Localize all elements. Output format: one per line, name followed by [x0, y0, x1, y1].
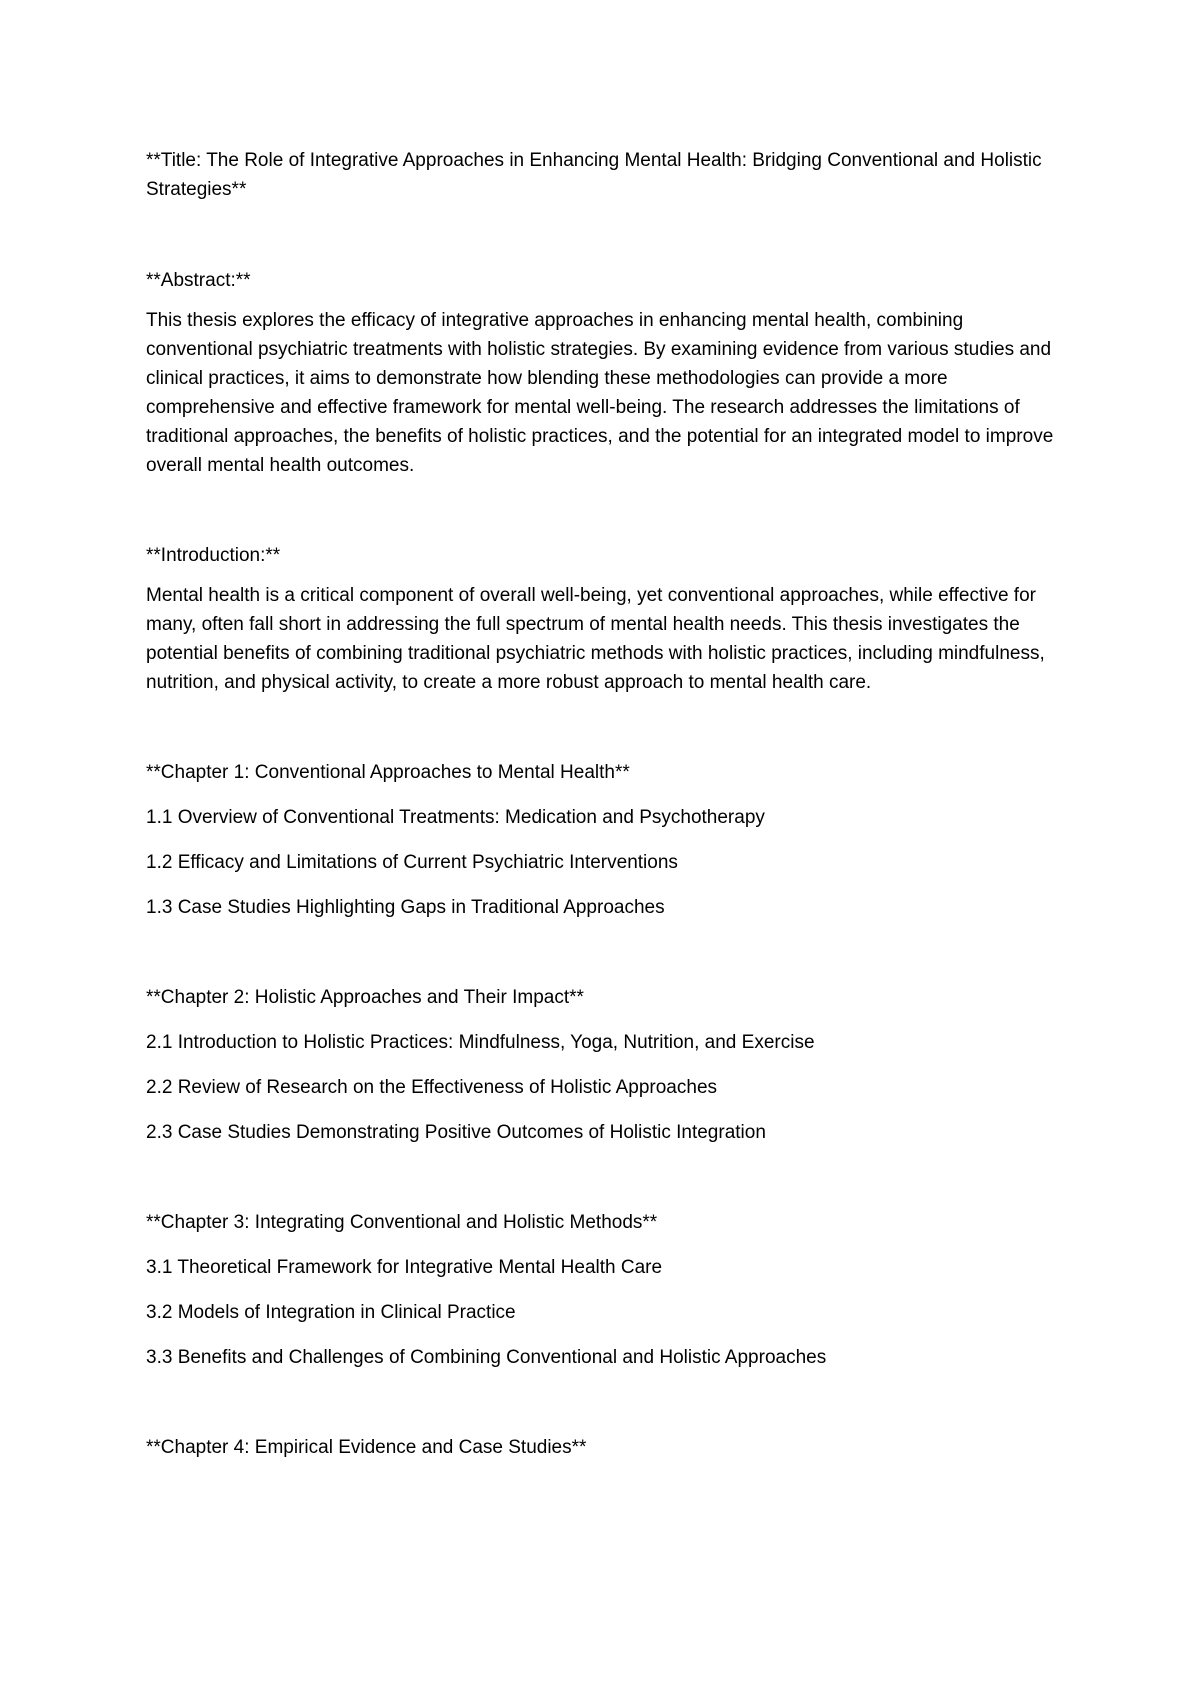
chapter-3: [146, 1208, 1071, 1372]
abstract-heading: **Abstract:**: [146, 270, 251, 291]
section-item: 3.2 Models of Integration in Clinical Practice: [146, 1302, 516, 1323]
document-content: [146, 146, 1071, 1523]
section-item: 3.1 Theoretical Framework for Integrative Mental Health Care: [146, 1257, 663, 1278]
chapter-2: [146, 983, 1071, 1147]
section-item: 2.1 Introduction to Holistic Practices: Mindfulness, Yoga, Nutrition, and Exercise: [146, 1032, 815, 1053]
section-item: 1.2 Efficacy and Limitations of Current Psychiatric Interventions: [146, 852, 678, 873]
section-item: 3.3 Benefits and Challenges of Combining Conventional and Holistic Approaches: [146, 1347, 827, 1368]
introduction-heading: **Introduction:**: [146, 545, 281, 566]
chapter-heading: **Chapter 3: Integrating Conventional and Holistic Methods**: [146, 1212, 658, 1233]
chapter-4: [146, 1433, 1071, 1462]
chapter-1: [146, 758, 1071, 922]
section-item: 2.2 Review of Research on the Effectiveness of Holistic Approaches: [146, 1077, 718, 1098]
section-item: 2.3 Case Studies Demonstrating Positive Outcomes of Holistic Integration: [146, 1122, 766, 1143]
abstract-body: This thesis explores the efficacy of integrative approaches in enhancing mental health, combining conventional psychiatric treatments with holistic strategies. By examining evidence from various studies and clinical practices, it aims to demonstrate how blending these methodologies can provide a more comprehensive and effective framework for mental well-being. The research addresses the limitations of traditional approaches, the benefits of holistic practices, and the potential for an integrated model to improve overall mental health outcomes.: [146, 310, 1054, 476]
chapter-heading: **Chapter 2: Holistic Approaches and Their Impact**: [146, 987, 584, 1008]
section-item: 1.1 Overview of Conventional Treatments: Medication and Psychotherapy: [146, 807, 765, 828]
chapter-heading: **Chapter 4: Empirical Evidence and Case Studies**: [146, 1437, 587, 1458]
document-title: **Title: The Role of Integrative Approaches in Enhancing Mental Health: Bridging Conventional and Holistic Strategies**: [146, 150, 1042, 200]
chapter-heading: **Chapter 1: Conventional Approaches to Mental Health**: [146, 762, 630, 783]
section-item: 1.3 Case Studies Highlighting Gaps in Traditional Approaches: [146, 897, 665, 918]
introduction-body: Mental health is a critical component of overall well-being, yet conventional approaches, while effective for many, often fall short in addressing the full spectrum of mental health needs. This thesis investigates the potential benefits of combining traditional psychiatric methods with holistic practices, including mindfulness, nutrition, and physical activity, to create a more robust approach to mental health care.: [146, 585, 1045, 693]
